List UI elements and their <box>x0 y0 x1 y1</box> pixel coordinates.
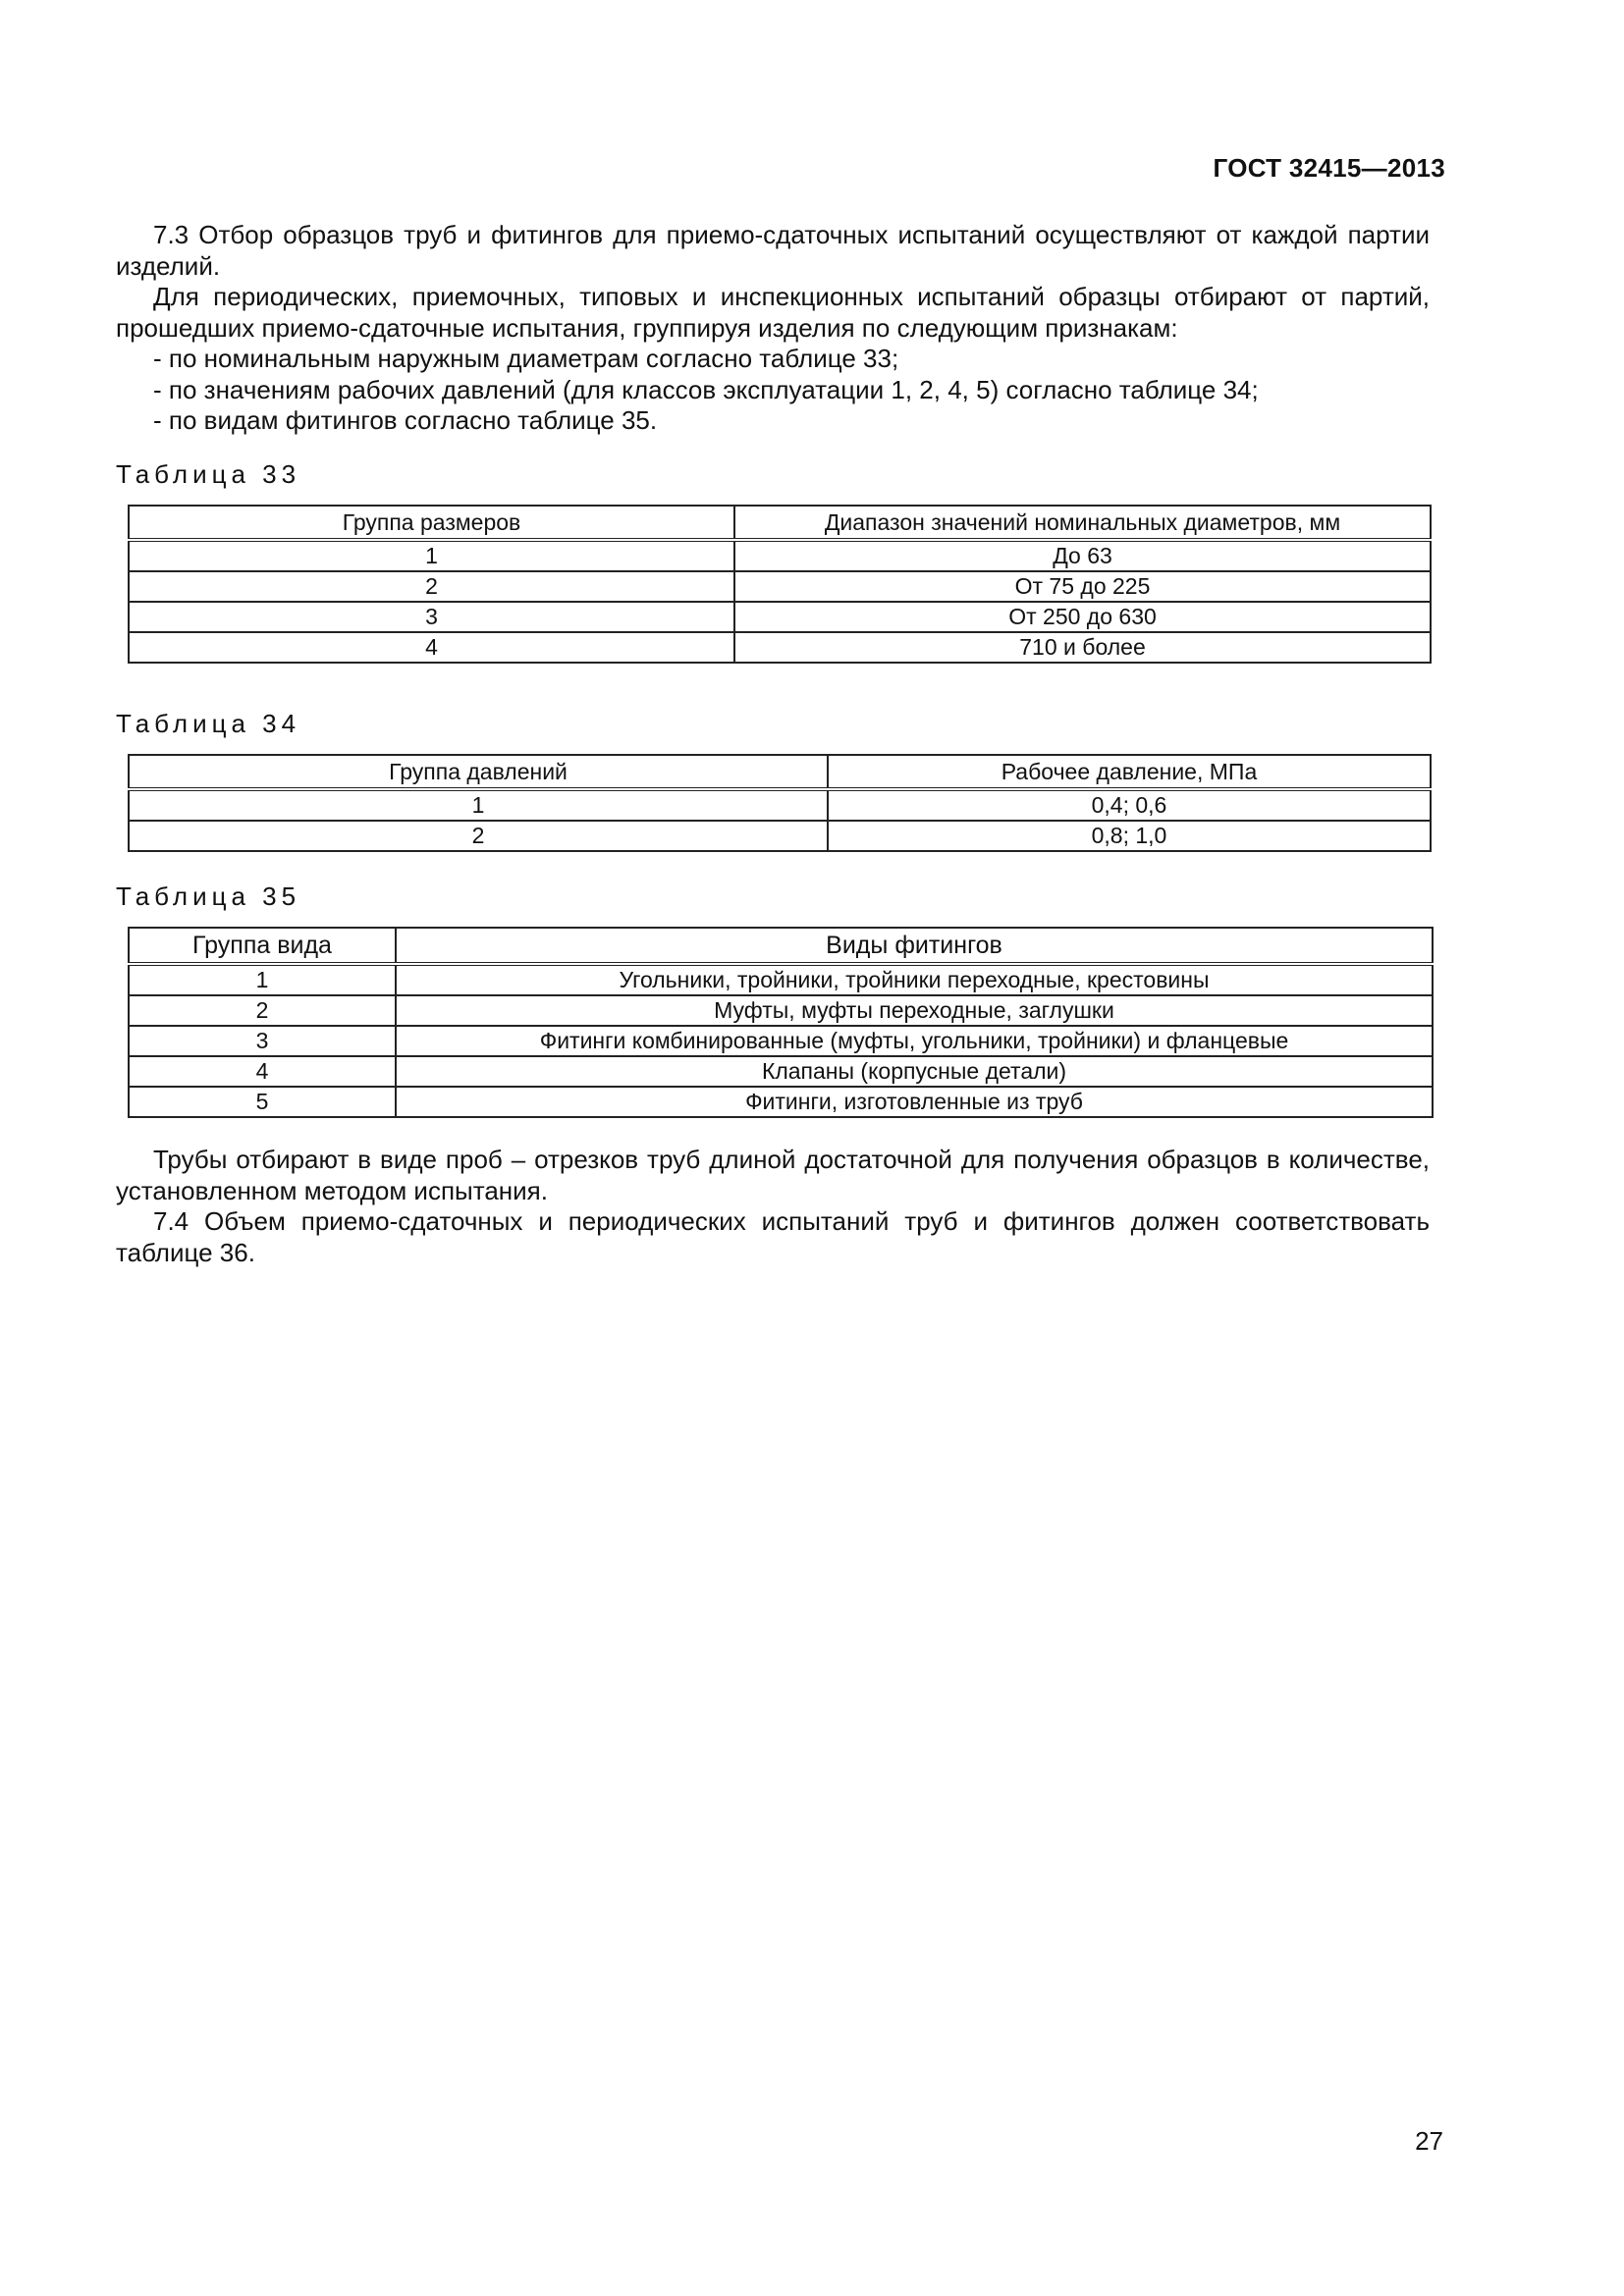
table-cell: От 75 до 225 <box>734 571 1431 602</box>
table-header-row <box>129 506 1431 540</box>
paragraph-7-4: 7.4 Объем приемо-сдаточных и периодических испытаний труб и фитингов должен соответствовать таблице 36. <box>116 1206 1430 1267</box>
column-header: Виды фитингов <box>396 928 1433 964</box>
table-cell: Фитинги, изготовленные из труб <box>396 1087 1433 1117</box>
table-33 <box>128 505 1432 664</box>
table-cell: 1 <box>129 540 734 571</box>
table-row <box>129 540 1431 571</box>
table-cell: 1 <box>129 964 396 995</box>
table-header-row <box>129 928 1433 964</box>
table-row <box>129 995 1433 1026</box>
table-cell: 710 и более <box>734 632 1431 663</box>
table-cell: 4 <box>129 632 734 663</box>
table-33-caption: Таблица 33 <box>116 459 301 489</box>
table-cell: Фитинги комбинированные (муфты, угольники, тройники) и фланцевые <box>396 1026 1433 1056</box>
page-number: 27 <box>1415 2126 1443 2156</box>
paragraph-grouping: Для периодических, приемочных, типовых и инспекционных испытаний образцы отбирают от партий, прошедших приемо-сдаточные испытания, группируя изделия по следующим признакам: <box>116 282 1430 343</box>
table-34-caption: Таблица 34 <box>116 709 301 738</box>
table-row <box>129 602 1431 632</box>
column-header: Группа давлений <box>129 755 828 789</box>
table-row <box>129 632 1431 663</box>
table-row <box>129 821 1431 851</box>
column-header: Диапазон значений номинальных диаметров, мм <box>734 506 1431 540</box>
table-row <box>129 1087 1433 1117</box>
standard-header: ГОСТ 32415—2013 <box>1213 153 1445 183</box>
column-header: Группа вида <box>129 928 396 964</box>
table-cell: 3 <box>129 602 734 632</box>
intro-section <box>116 220 1430 437</box>
column-header: Рабочее давление, МПа <box>828 755 1431 789</box>
table-cell: 5 <box>129 1087 396 1117</box>
table-row <box>129 789 1431 821</box>
table-cell: 3 <box>129 1026 396 1056</box>
outro-section <box>116 1145 1430 1268</box>
column-header: Группа размеров <box>129 506 734 540</box>
table-row <box>129 1026 1433 1056</box>
table-cell: 1 <box>129 789 828 821</box>
table-cell: 0,8; 1,0 <box>828 821 1431 851</box>
table-cell: Угольники, тройники, тройники переходные, крестовины <box>396 964 1433 995</box>
table-row <box>129 1056 1433 1087</box>
list-item: - по номинальным наружным диаметрам согласно таблице 33; <box>153 344 899 373</box>
table-cell: 2 <box>129 571 734 602</box>
paragraph-samples: Трубы отбирают в виде проб – отрезков труб длиной достаточной для получения образцов в количестве, установленном методом испытания. <box>116 1145 1430 1205</box>
table-cell: 4 <box>129 1056 396 1087</box>
table-row <box>129 964 1433 995</box>
table-35 <box>128 927 1434 1118</box>
table-cell: 0,4; 0,6 <box>828 789 1431 821</box>
list-item: - по видам фитингов согласно таблице 35. <box>153 405 658 435</box>
table-cell: От 250 до 630 <box>734 602 1431 632</box>
table-cell: Клапаны (корпусные детали) <box>396 1056 1433 1087</box>
table-35-caption: Таблица 35 <box>116 881 301 911</box>
list-item: - по значениям рабочих давлений (для классов эксплуатации 1, 2, 4, 5) согласно таблице 34; <box>153 374 1259 404</box>
table-34 <box>128 754 1432 852</box>
table-cell: 2 <box>129 821 828 851</box>
table-header-row <box>129 755 1431 789</box>
paragraph-7-3: 7.3 Отбор образцов труб и фитингов для приемо-сдаточных испытаний осуществляют от каждой партии изделий. <box>116 220 1430 281</box>
table-cell: 2 <box>129 995 396 1026</box>
table-cell: До 63 <box>734 540 1431 571</box>
table-row <box>129 571 1431 602</box>
table-cell: Муфты, муфты переходные, заглушки <box>396 995 1433 1026</box>
